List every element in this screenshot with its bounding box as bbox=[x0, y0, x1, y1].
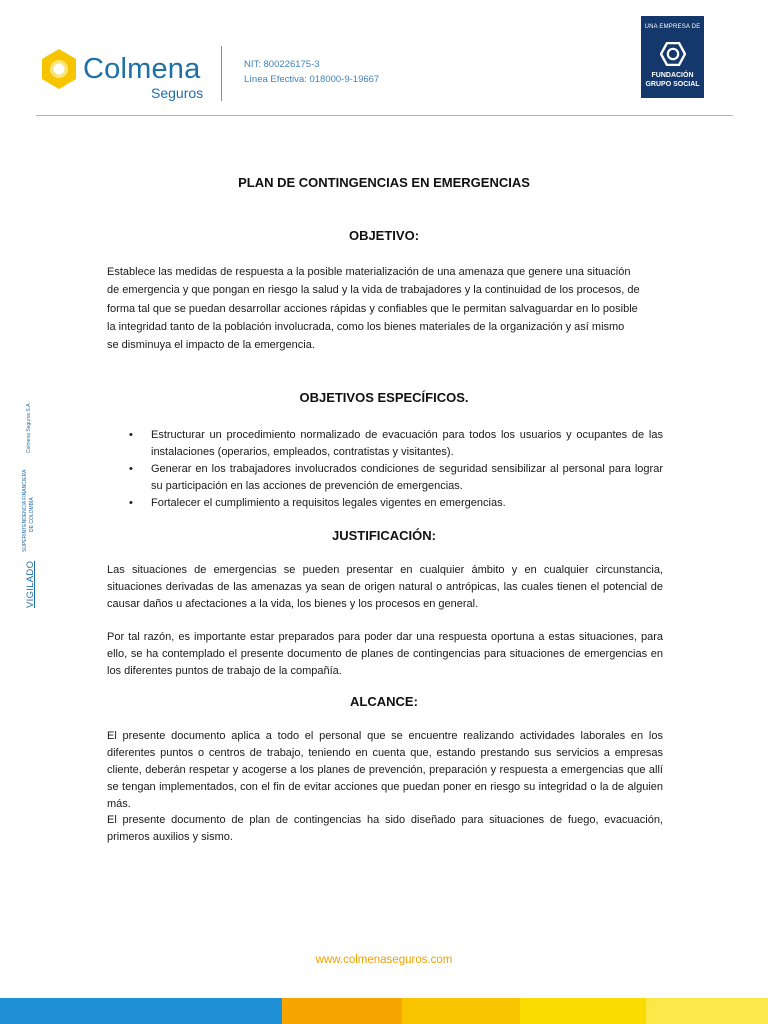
brand-name: Colmena bbox=[83, 53, 201, 85]
list-item-text: Estructurar un procedimiento normalizado de evacuación para todos los usuarios y ocupantes de las instalaciones (operarios, empleados, contratistas y visitantes). bbox=[151, 429, 663, 458]
objetivo-paragraph bbox=[107, 263, 667, 354]
header-rule bbox=[36, 115, 733, 116]
objetivo-line: de emergencia y que pongan en riesgo la salud y la vida de trabajadores y la continuidad de los procesos, de bbox=[107, 284, 640, 297]
linea-efectiva-text: Línea Efectiva: 018000-9-19667 bbox=[244, 74, 380, 85]
list-item bbox=[107, 495, 663, 512]
vigilado-label: VIGILADO bbox=[25, 560, 36, 608]
list-item bbox=[107, 461, 663, 495]
objetivo-line: la integridad tanto de la población involucrada, como los bienes materiales de la organización y así mismo bbox=[107, 320, 625, 333]
footer-bar-segment bbox=[646, 998, 768, 1024]
footer-bar-segment bbox=[0, 998, 282, 1024]
footer-bar-segment bbox=[402, 998, 520, 1024]
bullet-icon: • bbox=[129, 463, 133, 475]
hexagon-ring-icon bbox=[660, 42, 686, 66]
justificacion-heading: JUSTIFICACIÓN: bbox=[332, 528, 436, 543]
footer-bar-segment bbox=[282, 998, 402, 1024]
list-item-text: Generar en los trabajadores involucrados condiciones de seguridad sensibilizar al personal para lograr su participación en las acciones de prevención de emergencias. bbox=[151, 463, 663, 492]
objetivo-line: Establece las medidas de respuesta a la posible materialización de una amenaza que genere una situación bbox=[107, 266, 631, 278]
bullet-icon: • bbox=[129, 429, 133, 441]
objetivo-line: se disminuya el impacto de la emergencia. bbox=[107, 339, 315, 352]
superintendencia-label: SUPERINTENDENCIA FINANCIERA bbox=[22, 469, 28, 552]
superintendencia-country-label: DE COLOMBIA bbox=[29, 497, 35, 532]
objetivo-line: forma tal que se puedan desarrollar acciones rápidas y confiables que le permitan salvaguardar en lo posible bbox=[107, 302, 638, 315]
nit-text: NIT: 800226175-3 bbox=[244, 59, 320, 70]
list-item bbox=[107, 427, 663, 461]
fundacion-grupo-social-logo bbox=[641, 16, 704, 98]
document-title: PLAN DE CONTINGENCIAS EN EMERGENCIAS bbox=[238, 175, 530, 190]
footer-color-bar bbox=[0, 998, 768, 1024]
bullet-icon: • bbox=[129, 497, 133, 509]
justificacion-paragraph-2: Por tal razón, es importante estar preparados para poder dar una respuesta oportuna a estas situaciones, para ello, se ha contemplado el presente documento de planes de contingencias para situaciones de emergencias en los diferentes puntos de trabajo de la compañía. bbox=[107, 631, 663, 677]
objetivos-especificos-list bbox=[107, 427, 663, 512]
alcance-paragraph-1: El presente documento aplica a todo el personal que se encuentre realizando actividades laborales en los diferentes puntos o centros de trabajo, teniendo en cuenta que, estando prestando sus servicios a empresas cliente, deberán respetar y acogerse a los planes de prevención, preparación y respuesta a emergencias que allí se tengan implementados, con el fin de evitar acciones que puedan poner en riesgo su integridad o la de alguien más. bbox=[107, 730, 663, 810]
fundacion-name-line2: GRUPO SOCIAL bbox=[645, 81, 700, 88]
objetivos-especificos-heading: OBJETIVOS ESPECÍFICOS. bbox=[299, 390, 469, 405]
header-divider bbox=[221, 46, 222, 101]
colmena-legal-name: Colmena Seguros S.A. bbox=[26, 402, 32, 453]
footer-bar-segment bbox=[520, 998, 646, 1024]
website-link[interactable]: www.colmenaseguros.com bbox=[315, 954, 453, 966]
objetivo-heading: OBJETIVO: bbox=[348, 228, 420, 243]
justificacion-paragraph-1: Las situaciones de emergencias se pueden presentar en cualquier ámbito y en cualquier circunstancia, situaciones derivadas de las amenazas ya sean de origen natural o antrópicas, las cuales tienen el potencial de causar daños u afectaciones a la vida, los bienes y los procesos en general. bbox=[107, 564, 663, 610]
brand-subtitle: Seguros bbox=[151, 85, 204, 101]
colmena-logo-icon bbox=[40, 48, 78, 90]
list-item-text: Fortalecer el cumplimiento a requisitos legales vigentes en emergencias. bbox=[151, 497, 506, 509]
alcance-heading: ALCANCE: bbox=[350, 694, 418, 709]
fundacion-name-line1: FUNDACIÓN bbox=[651, 72, 694, 79]
fundacion-tagline: UNA EMPRESA DE bbox=[644, 24, 701, 30]
alcance-paragraph-2: El presente documento de plan de contingencias ha sido diseñado para situaciones de fuego, evacuación, primeros auxilios y sismo. bbox=[107, 814, 663, 843]
